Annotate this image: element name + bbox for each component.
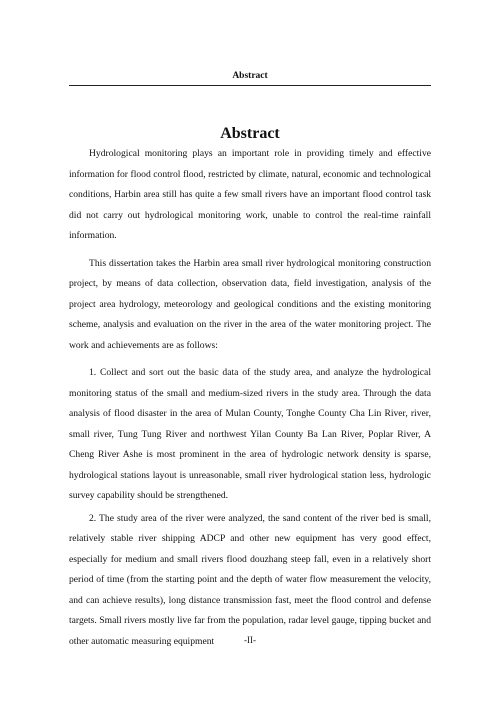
paragraph-scope: This dissertation takes the Harbin area small river hydrological monitoring construction project, by means of data collection, observation data, field investigation, analysis of the project area hydrology, meteorology and geological conditions and the existing monitoring scheme, analysis and evaluation on the river in the area of the water monitoring project. The work and achievements are as follows: — [69, 257, 431, 351]
page-title: Abstract — [220, 124, 280, 142]
paragraph-achievement-1: 1. Collect and sort out the basic data of the study area, and analyze the hydrological monitoring status of the small and medium-sized rivers in the study area. Through the data analysis of flood disaster in the area of Mulan County, Tonghe County Cha Lin River, river, small river, Tung Tung River and northwest Yilan County Ba Lan River, Poplar River, A Cheng River Ashe is most prominent in the area of hydrologic network density is sparse, hydrological stations layout is unreasonable, small river hydrological station less, hydrologic survey capability should be strengthened. — [69, 367, 431, 501]
paragraph-achievement-2: 2. The study area of the river were analyzed, the sand content of the river bed is small, relatively stable river shipping ADCP and other new equipment has very good effect, especially for medium and small rivers flood douzhang steep fall, even in a relatively short period of time (from the starting point and the depth of water flow measurement the velocity, and can achieve results), long distance transmission fast, meet the flood control and defense targets. Small rivers mostly live far from the population, radar level gauge, tipping bucket and other automatic measuring equipment — [69, 512, 431, 647]
abstract-body — [69, 144, 431, 652]
header-rule — [69, 85, 431, 86]
running-header: Abstract — [232, 71, 268, 81]
paragraph-intro: Hydrological monitoring plays an important role in providing timely and effective information for flood control flood, restricted by climate, natural, economic and technological conditions, Harbin area still has quite a few small rivers have an important flood control task did not carry out hydrological monitoring work, unable to control the real-time rainfall information. — [69, 148, 431, 241]
page-number: -II- — [244, 635, 256, 645]
